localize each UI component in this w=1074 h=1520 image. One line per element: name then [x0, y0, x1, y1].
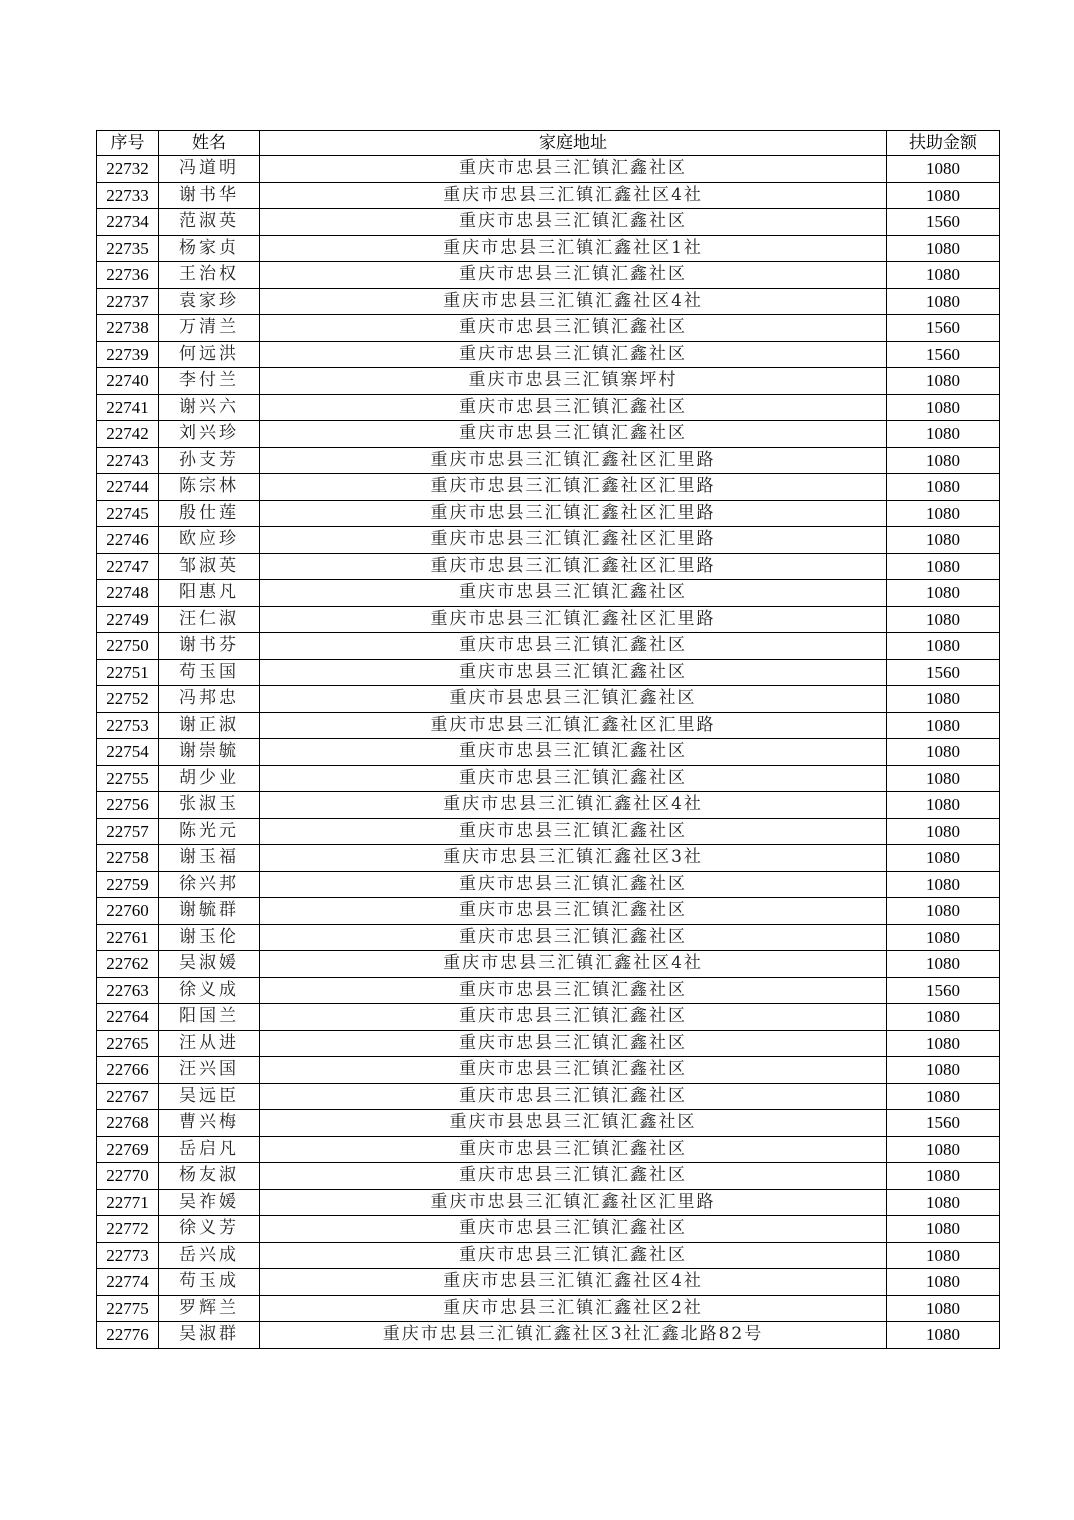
cell-name: 何远洪	[159, 341, 260, 368]
cell-name: 阳国兰	[159, 1004, 260, 1031]
cell-address: 重庆市忠县三汇镇汇鑫社区4社	[260, 1269, 887, 1296]
cell-amount: 1080	[887, 1242, 1000, 1269]
cell-name: 张淑玉	[159, 792, 260, 819]
cell-seq: 22766	[97, 1057, 159, 1084]
table-row	[97, 1110, 1000, 1137]
cell-name: 苟玉成	[159, 1269, 260, 1296]
table-row	[97, 1189, 1000, 1216]
cell-address: 重庆市忠县三汇镇汇鑫社区4社	[260, 951, 887, 978]
cell-name: 谢兴六	[159, 394, 260, 421]
cell-amount: 1080	[887, 1163, 1000, 1190]
cell-amount: 1560	[887, 1110, 1000, 1137]
cell-seq: 22769	[97, 1136, 159, 1163]
cell-name: 苟玉国	[159, 659, 260, 686]
cell-address: 重庆市忠县三汇镇汇鑫社区汇里路	[260, 500, 887, 527]
cell-address: 重庆市忠县三汇镇汇鑫社区	[260, 1057, 887, 1084]
cell-seq: 22756	[97, 792, 159, 819]
cell-address: 重庆市忠县三汇镇汇鑫社区	[260, 580, 887, 607]
cell-name: 王治权	[159, 262, 260, 289]
cell-seq: 22751	[97, 659, 159, 686]
cell-address: 重庆市忠县三汇镇汇鑫社区	[260, 1030, 887, 1057]
cell-name: 杨家贞	[159, 235, 260, 262]
cell-address: 重庆市忠县三汇镇汇鑫社区汇里路	[260, 474, 887, 501]
cell-amount: 1080	[887, 606, 1000, 633]
cell-name: 谢玉福	[159, 845, 260, 872]
cell-name: 谢崇毓	[159, 739, 260, 766]
table-row	[97, 262, 1000, 289]
table-row	[97, 209, 1000, 236]
cell-seq: 22773	[97, 1242, 159, 1269]
cell-amount: 1560	[887, 341, 1000, 368]
cell-amount: 1080	[887, 1216, 1000, 1243]
cell-seq: 22764	[97, 1004, 159, 1031]
cell-seq: 22761	[97, 924, 159, 951]
cell-address: 重庆市忠县三汇镇汇鑫社区汇里路	[260, 447, 887, 474]
cell-name: 欧应珍	[159, 527, 260, 554]
table-row	[97, 474, 1000, 501]
cell-name: 汪从进	[159, 1030, 260, 1057]
table-row	[97, 792, 1000, 819]
cell-seq: 22767	[97, 1083, 159, 1110]
cell-amount: 1080	[887, 368, 1000, 395]
cell-amount: 1080	[887, 633, 1000, 660]
cell-address: 重庆市忠县三汇镇汇鑫社区	[260, 818, 887, 845]
cell-seq: 22737	[97, 288, 159, 315]
cell-address: 重庆市忠县三汇镇汇鑫社区汇里路	[260, 527, 887, 554]
cell-address: 重庆市忠县三汇镇汇鑫社区3社汇鑫北路82号	[260, 1322, 887, 1349]
cell-name: 胡少业	[159, 765, 260, 792]
cell-name: 谢书芬	[159, 633, 260, 660]
header-seq: 序号	[97, 131, 159, 156]
cell-seq: 22755	[97, 765, 159, 792]
cell-seq: 22749	[97, 606, 159, 633]
cell-amount: 1080	[887, 500, 1000, 527]
cell-seq: 22770	[97, 1163, 159, 1190]
table-row	[97, 1242, 1000, 1269]
table-row	[97, 1269, 1000, 1296]
cell-seq: 22768	[97, 1110, 159, 1137]
cell-name: 冯道明	[159, 156, 260, 183]
table-row	[97, 315, 1000, 342]
cell-seq: 22765	[97, 1030, 159, 1057]
cell-name: 汪兴国	[159, 1057, 260, 1084]
cell-address: 重庆市忠县三汇镇汇鑫社区1社	[260, 235, 887, 262]
cell-amount: 1080	[887, 739, 1000, 766]
cell-name: 吴淑媛	[159, 951, 260, 978]
cell-seq: 22743	[97, 447, 159, 474]
cell-seq: 22771	[97, 1189, 159, 1216]
table-row	[97, 500, 1000, 527]
table-row	[97, 1295, 1000, 1322]
cell-seq: 22776	[97, 1322, 159, 1349]
cell-amount: 1080	[887, 580, 1000, 607]
cell-amount: 1080	[887, 1083, 1000, 1110]
cell-seq: 22752	[97, 686, 159, 713]
cell-seq: 22735	[97, 235, 159, 262]
table-row	[97, 1030, 1000, 1057]
cell-address: 重庆市忠县三汇镇汇鑫社区4社	[260, 182, 887, 209]
cell-address: 重庆市忠县三汇镇汇鑫社区	[260, 341, 887, 368]
cell-name: 曹兴梅	[159, 1110, 260, 1137]
cell-name: 徐义成	[159, 977, 260, 1004]
cell-seq: 22732	[97, 156, 159, 183]
cell-amount: 1080	[887, 924, 1000, 951]
table-row	[97, 1083, 1000, 1110]
cell-address: 重庆市忠县三汇镇汇鑫社区	[260, 209, 887, 236]
cell-seq: 22742	[97, 421, 159, 448]
cell-amount: 1080	[887, 474, 1000, 501]
table-row	[97, 818, 1000, 845]
cell-seq: 22748	[97, 580, 159, 607]
cell-seq: 22774	[97, 1269, 159, 1296]
cell-amount: 1080	[887, 845, 1000, 872]
table-row	[97, 633, 1000, 660]
table-row	[97, 659, 1000, 686]
cell-address: 重庆市忠县三汇镇汇鑫社区汇里路	[260, 712, 887, 739]
table-header	[97, 131, 1000, 156]
header-address: 家庭地址	[260, 131, 887, 156]
cell-seq: 22763	[97, 977, 159, 1004]
cell-amount: 1080	[887, 394, 1000, 421]
table-row	[97, 712, 1000, 739]
table-row	[97, 156, 1000, 183]
table-row	[97, 765, 1000, 792]
cell-seq: 22746	[97, 527, 159, 554]
cell-name: 徐兴邦	[159, 871, 260, 898]
table-row	[97, 288, 1000, 315]
cell-address: 重庆市忠县三汇镇汇鑫社区	[260, 156, 887, 183]
cell-seq: 22753	[97, 712, 159, 739]
cell-amount: 1080	[887, 262, 1000, 289]
cell-amount: 1080	[887, 1136, 1000, 1163]
table-row	[97, 182, 1000, 209]
table-row	[97, 845, 1000, 872]
cell-address: 重庆市忠县三汇镇汇鑫社区	[260, 1004, 887, 1031]
cell-address: 重庆市忠县三汇镇汇鑫社区3社	[260, 845, 887, 872]
cell-name: 阳惠凡	[159, 580, 260, 607]
cell-address: 重庆市忠县三汇镇寨坪村	[260, 368, 887, 395]
table-row	[97, 1136, 1000, 1163]
table-row	[97, 871, 1000, 898]
cell-name: 孙支芳	[159, 447, 260, 474]
cell-address: 重庆市忠县三汇镇汇鑫社区	[260, 421, 887, 448]
cell-name: 邹淑英	[159, 553, 260, 580]
cell-address: 重庆市忠县三汇镇汇鑫社区	[260, 924, 887, 951]
cell-address: 重庆市忠县三汇镇汇鑫社区	[260, 1083, 887, 1110]
table-row	[97, 977, 1000, 1004]
cell-name: 万清兰	[159, 315, 260, 342]
cell-amount: 1080	[887, 765, 1000, 792]
cell-seq: 22759	[97, 871, 159, 898]
cell-name: 袁家珍	[159, 288, 260, 315]
cell-address: 重庆市忠县三汇镇汇鑫社区4社	[260, 792, 887, 819]
cell-amount: 1560	[887, 977, 1000, 1004]
cell-seq: 22733	[97, 182, 159, 209]
cell-address: 重庆市忠县三汇镇汇鑫社区	[260, 315, 887, 342]
table-row	[97, 341, 1000, 368]
cell-address: 重庆市忠县三汇镇汇鑫社区	[260, 1242, 887, 1269]
table-row	[97, 951, 1000, 978]
cell-seq: 22744	[97, 474, 159, 501]
table-row	[97, 1322, 1000, 1349]
table-body	[97, 156, 1000, 1349]
cell-name: 罗辉兰	[159, 1295, 260, 1322]
table-row	[97, 924, 1000, 951]
cell-seq: 22740	[97, 368, 159, 395]
header-name: 姓名	[159, 131, 260, 156]
cell-amount: 1080	[887, 1057, 1000, 1084]
table-row	[97, 739, 1000, 766]
cell-seq: 22745	[97, 500, 159, 527]
cell-address: 重庆市忠县三汇镇汇鑫社区汇里路	[260, 1189, 887, 1216]
cell-amount: 1080	[887, 288, 1000, 315]
cell-amount: 1080	[887, 951, 1000, 978]
table-row	[97, 1216, 1000, 1243]
cell-address: 重庆市忠县三汇镇汇鑫社区	[260, 262, 887, 289]
cell-address: 重庆市忠县三汇镇汇鑫社区	[260, 871, 887, 898]
cell-amount: 1080	[887, 686, 1000, 713]
cell-name: 谢玉伦	[159, 924, 260, 951]
table-row	[97, 1163, 1000, 1190]
cell-amount: 1080	[887, 447, 1000, 474]
cell-name: 吴淑群	[159, 1322, 260, 1349]
cell-amount: 1560	[887, 659, 1000, 686]
cell-address: 重庆市忠县三汇镇汇鑫社区汇里路	[260, 553, 887, 580]
cell-seq: 22736	[97, 262, 159, 289]
assistance-roster-table	[96, 130, 1000, 1349]
cell-address: 重庆市忠县三汇镇汇鑫社区	[260, 1163, 887, 1190]
cell-seq: 22738	[97, 315, 159, 342]
cell-address: 重庆市忠县三汇镇汇鑫社区	[260, 1136, 887, 1163]
cell-seq: 22758	[97, 845, 159, 872]
cell-amount: 1080	[887, 182, 1000, 209]
cell-name: 谢正淑	[159, 712, 260, 739]
cell-address: 重庆市忠县三汇镇汇鑫社区	[260, 898, 887, 925]
table-row	[97, 527, 1000, 554]
cell-amount: 1560	[887, 209, 1000, 236]
cell-name: 徐义芳	[159, 1216, 260, 1243]
cell-name: 李付兰	[159, 368, 260, 395]
cell-amount: 1080	[887, 527, 1000, 554]
header-amount: 扶助金额	[887, 131, 1000, 156]
table-row	[97, 394, 1000, 421]
table-row	[97, 898, 1000, 925]
cell-address: 重庆市忠县三汇镇汇鑫社区	[260, 739, 887, 766]
cell-name: 汪仁淑	[159, 606, 260, 633]
cell-address: 重庆市忠县三汇镇汇鑫社区汇里路	[260, 606, 887, 633]
cell-name: 岳启凡	[159, 1136, 260, 1163]
cell-amount: 1080	[887, 421, 1000, 448]
table-row	[97, 606, 1000, 633]
cell-address: 重庆市忠县三汇镇汇鑫社区	[260, 394, 887, 421]
cell-amount: 1080	[887, 1189, 1000, 1216]
cell-address: 重庆市县忠县三汇镇汇鑫社区	[260, 686, 887, 713]
header-row	[97, 131, 1000, 156]
cell-amount: 1080	[887, 818, 1000, 845]
cell-name: 陈宗林	[159, 474, 260, 501]
cell-name: 岳兴成	[159, 1242, 260, 1269]
cell-amount: 1080	[887, 871, 1000, 898]
cell-name: 陈光元	[159, 818, 260, 845]
cell-name: 殷仕莲	[159, 500, 260, 527]
cell-amount: 1080	[887, 156, 1000, 183]
cell-address: 重庆市忠县三汇镇汇鑫社区	[260, 633, 887, 660]
cell-seq: 22757	[97, 818, 159, 845]
cell-amount: 1080	[887, 712, 1000, 739]
cell-name: 范淑英	[159, 209, 260, 236]
cell-amount: 1560	[887, 315, 1000, 342]
cell-amount: 1080	[887, 1269, 1000, 1296]
cell-amount: 1080	[887, 1322, 1000, 1349]
cell-name: 谢书华	[159, 182, 260, 209]
cell-name: 刘兴珍	[159, 421, 260, 448]
cell-name: 冯邦忠	[159, 686, 260, 713]
cell-amount: 1080	[887, 1030, 1000, 1057]
cell-amount: 1080	[887, 235, 1000, 262]
cell-amount: 1080	[887, 898, 1000, 925]
cell-address: 重庆市忠县三汇镇汇鑫社区	[260, 977, 887, 1004]
table-row	[97, 553, 1000, 580]
cell-name: 吴祚媛	[159, 1189, 260, 1216]
table-row	[97, 686, 1000, 713]
cell-seq: 22739	[97, 341, 159, 368]
cell-address: 重庆市忠县三汇镇汇鑫社区2社	[260, 1295, 887, 1322]
cell-address: 重庆市忠县三汇镇汇鑫社区	[260, 659, 887, 686]
cell-amount: 1080	[887, 1004, 1000, 1031]
table-row	[97, 1057, 1000, 1084]
cell-address: 重庆市忠县三汇镇汇鑫社区	[260, 765, 887, 792]
cell-seq: 22741	[97, 394, 159, 421]
cell-amount: 1080	[887, 1295, 1000, 1322]
cell-address: 重庆市忠县三汇镇汇鑫社区	[260, 1216, 887, 1243]
cell-name: 杨友淑	[159, 1163, 260, 1190]
table-row	[97, 447, 1000, 474]
table-row	[97, 421, 1000, 448]
cell-name: 吴远臣	[159, 1083, 260, 1110]
cell-address: 重庆市县忠县三汇镇汇鑫社区	[260, 1110, 887, 1137]
cell-seq: 22747	[97, 553, 159, 580]
cell-seq: 22762	[97, 951, 159, 978]
cell-seq: 22750	[97, 633, 159, 660]
cell-seq: 22775	[97, 1295, 159, 1322]
cell-seq: 22760	[97, 898, 159, 925]
cell-amount: 1080	[887, 792, 1000, 819]
cell-address: 重庆市忠县三汇镇汇鑫社区4社	[260, 288, 887, 315]
table-row	[97, 368, 1000, 395]
cell-amount: 1080	[887, 553, 1000, 580]
cell-seq: 22734	[97, 209, 159, 236]
table-row	[97, 580, 1000, 607]
table-row	[97, 235, 1000, 262]
cell-name: 谢毓群	[159, 898, 260, 925]
cell-seq: 22754	[97, 739, 159, 766]
cell-seq: 22772	[97, 1216, 159, 1243]
table-row	[97, 1004, 1000, 1031]
